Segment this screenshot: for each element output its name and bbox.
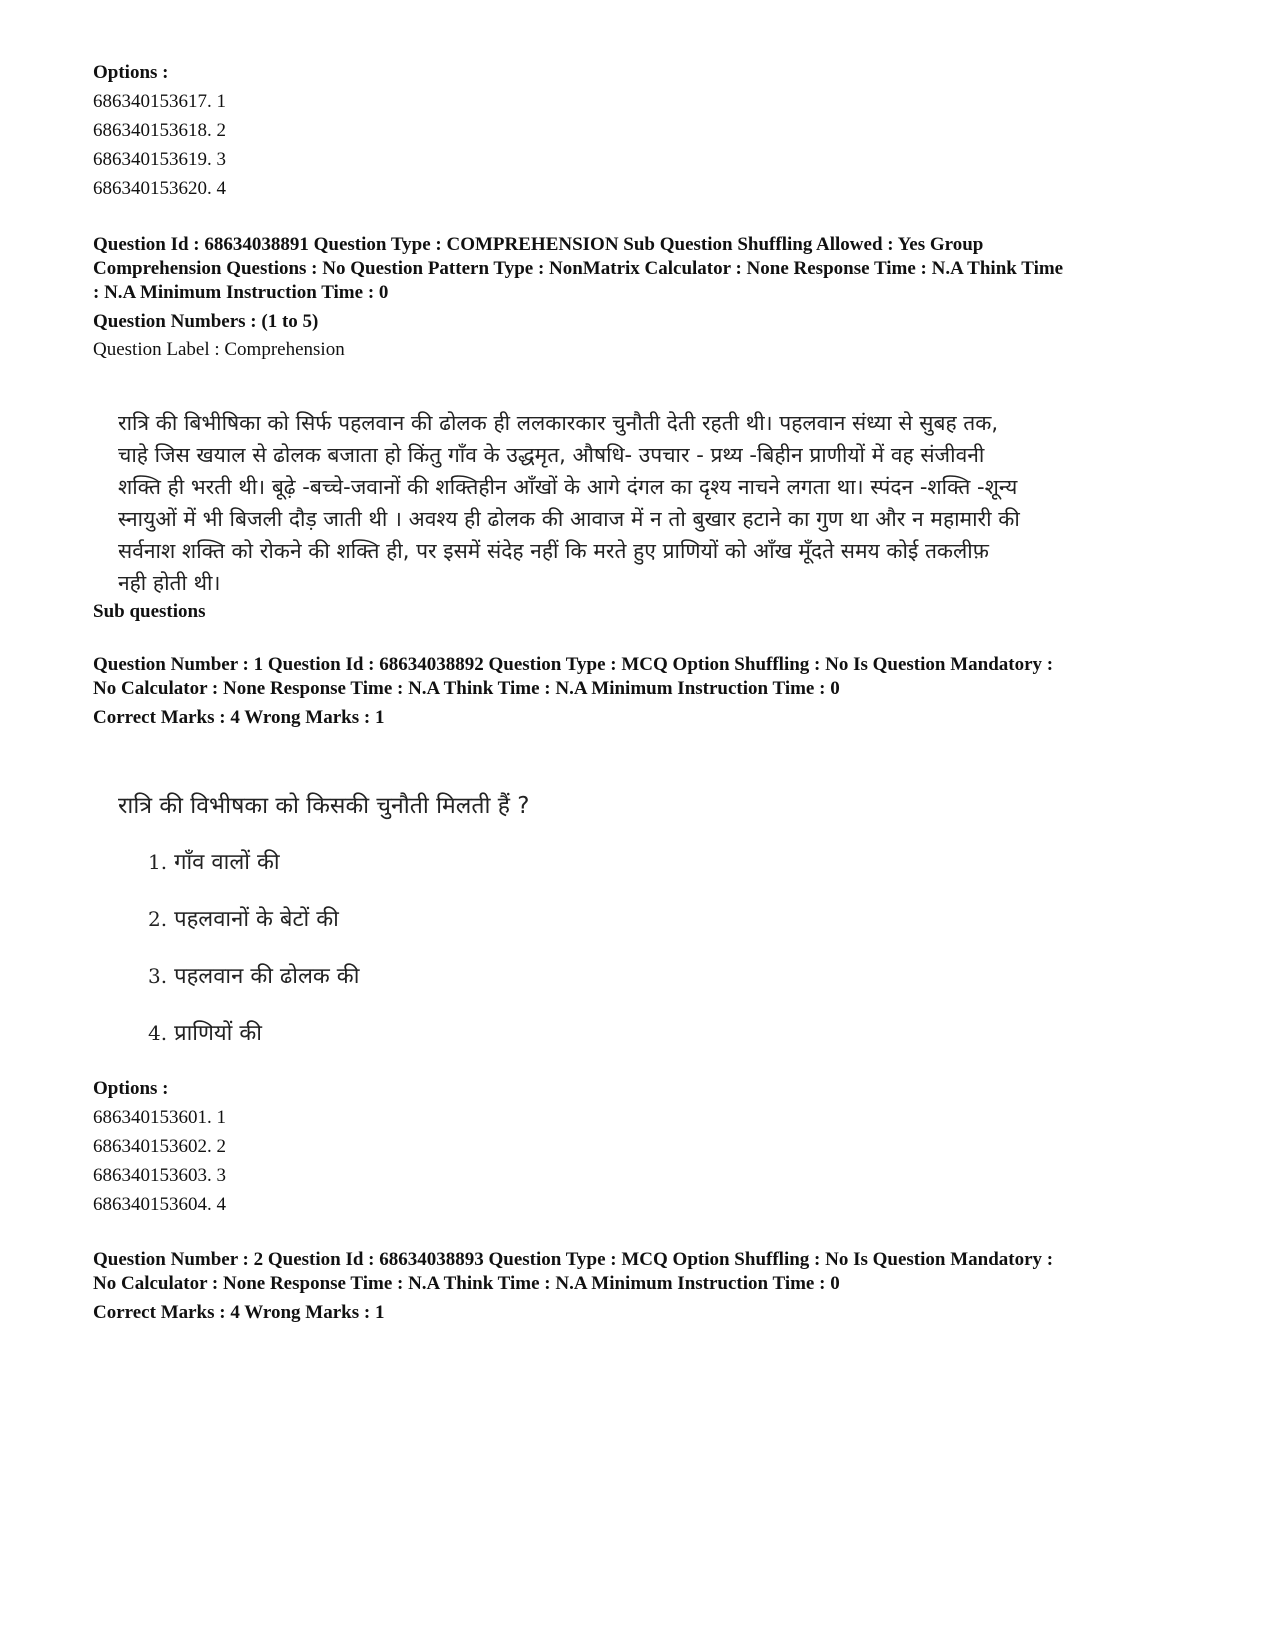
options-heading: Options : xyxy=(93,62,169,83)
question-1-options xyxy=(93,1074,1203,1219)
choice-text: पहलवानों के बेटों की xyxy=(174,907,339,932)
option-item: 686340153619. 3 xyxy=(93,149,226,170)
question-1-choice xyxy=(148,847,280,878)
question-1-marks: Correct Marks : 4 Wrong Marks : 1 xyxy=(93,707,385,728)
choice-text: गाँव वालों की xyxy=(174,850,280,875)
sub-questions-heading: Sub questions xyxy=(93,601,206,622)
choice-text: पहलवान की ढोलक की xyxy=(174,964,360,989)
comprehension-passage xyxy=(118,407,1178,599)
question-meta-line: Question Number : 1 Question Id : 68634038892 Question Type : MCQ Option Shuffling : No Is Question Mandatory : xyxy=(93,654,1054,675)
question-1-choice xyxy=(148,961,359,992)
option-item: 686340153601. 1 xyxy=(93,1107,226,1128)
choice-number: 1. xyxy=(148,850,168,874)
passage-line: रात्रि की बिभीषिका को सिर्फ पहलवान की ढोलक ही ललकारकार चुनौती देती रहती थी। पहलवान संध्या से सुबह तक, xyxy=(118,411,999,435)
question-2-marks: Correct Marks : 4 Wrong Marks : 1 xyxy=(93,1302,385,1323)
comprehension-meta-line: Question Id : 68634038891 Question Type : COMPREHENSION Sub Question Shuffling Allowed : Yes Group xyxy=(93,234,984,255)
passage-line: चाहे जिस खयाल से ढोलक बजाता हो किंतु गाँव के उद्धमृत, औषधि- उपचार - प्रथ्य -बिहीन प्राणीयों में वह संजीवनी xyxy=(118,443,985,467)
question-2-meta xyxy=(93,1248,1203,1296)
choice-number: 4. xyxy=(148,1021,168,1045)
option-item: 686340153617. 1 xyxy=(93,91,226,112)
question-numbers: Question Numbers : (1 to 5) xyxy=(93,311,319,332)
comprehension-meta-line: : N.A Minimum Instruction Time : 0 xyxy=(93,282,389,303)
question-1-stem: रात्रि की विभीषका को किसकी चुनौती मिलती हैं ? xyxy=(118,793,530,819)
option-item: 686340153604. 4 xyxy=(93,1194,226,1215)
comprehension-meta xyxy=(93,233,1203,305)
question-label: Question Label : Comprehension xyxy=(93,339,345,360)
question-1-choice xyxy=(148,904,339,935)
choice-text: प्राणियों की xyxy=(174,1021,262,1046)
passage-line: शक्ति ही भरती थी। बूढ़े -बच्चे-जवानों की शक्तिहीन आँखों के आगे दंगल का दृश्य नाचने लगता था। स्पंदन -शक्ति -शून्य xyxy=(118,475,1018,499)
choice-number: 2. xyxy=(148,907,168,931)
passage-line: स्नायुओं में भी बिजली दौड़ जाती थी । अवश्य ही ढोलक की आवाज में न तो बुखार हटाने का गुण था और न महामारी की xyxy=(118,507,1020,531)
previous-options xyxy=(93,58,1203,203)
option-item: 686340153618. 2 xyxy=(93,120,226,141)
comprehension-meta-line: Comprehension Questions : No Question Pattern Type : NonMatrix Calculator : None Response Time : N.A Think Time xyxy=(93,258,1064,279)
option-item: 686340153602. 2 xyxy=(93,1136,226,1157)
passage-line: नही होती थी। xyxy=(118,571,221,595)
question-1-meta xyxy=(93,653,1203,701)
passage-line: सर्वनाश शक्ति को रोकने की शक्ति ही, पर इसमें संदेह नहीं कि मरते हुए प्राणियों को आँख मूँदते समय कोई तकलीफ़ xyxy=(118,539,989,563)
choice-number: 3. xyxy=(148,964,168,988)
question-meta-line: No Calculator : None Response Time : N.A Think Time : N.A Minimum Instruction Time : 0 xyxy=(93,1273,840,1294)
question-meta-line: Question Number : 2 Question Id : 68634038893 Question Type : MCQ Option Shuffling : No Is Question Mandatory : xyxy=(93,1249,1054,1270)
question-meta-line: No Calculator : None Response Time : N.A Think Time : N.A Minimum Instruction Time : 0 xyxy=(93,678,840,699)
option-item: 686340153603. 3 xyxy=(93,1165,226,1186)
options-heading: Options : xyxy=(93,1078,169,1099)
option-item: 686340153620. 4 xyxy=(93,178,226,199)
question-1-choice xyxy=(148,1018,262,1049)
